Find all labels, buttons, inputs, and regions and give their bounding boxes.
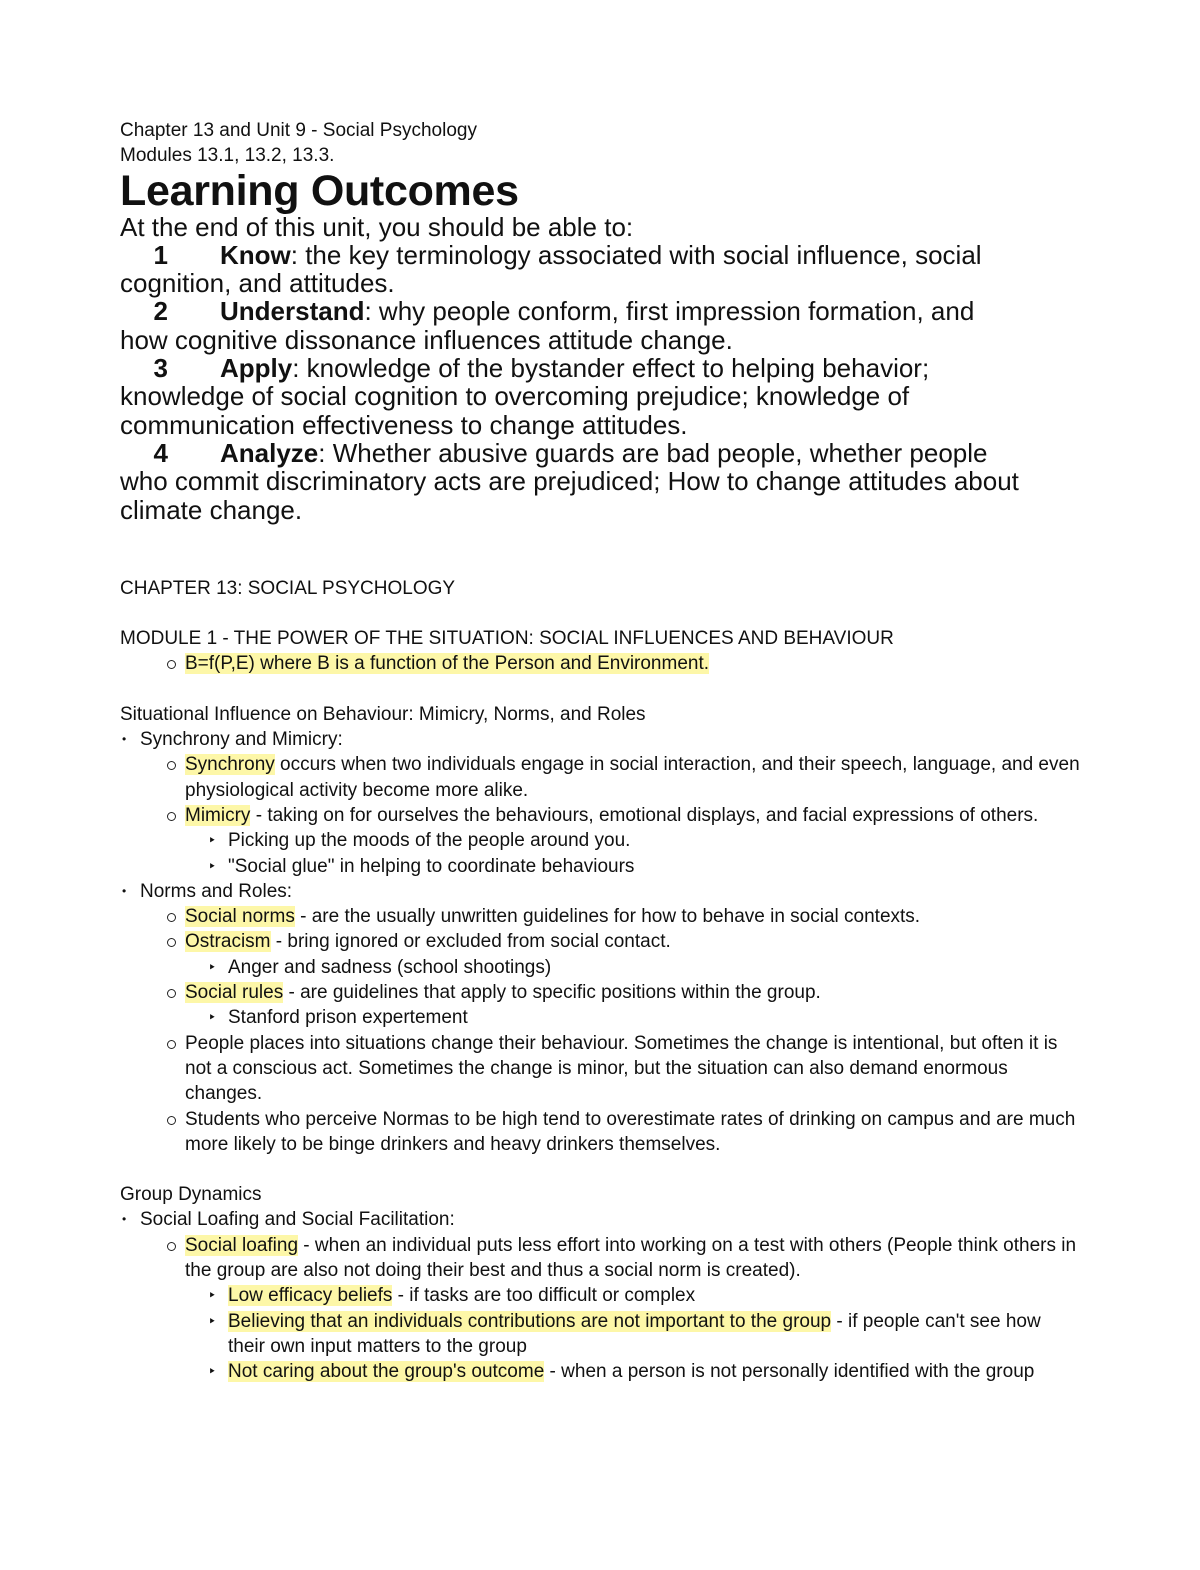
outcome-text-continued: how cognitive dissonance influences attitude change. — [120, 324, 733, 355]
outcomes-intro: At the end of this unit, you should be able to: — [120, 211, 634, 242]
list-item-synchrony — [120, 752, 1080, 803]
list-item-social-loafing — [120, 1233, 1080, 1284]
definition-text: - when an individual puts less effort into working on a test with others (People think others in the group are also not doing their best and thus a social norm is created). — [185, 1234, 1077, 1281]
definition-text: - if people can't see how their own input matters to the group — [228, 1310, 1041, 1357]
outcome-text-continued: who commit discriminatory acts are prejudiced; How to change attitudes about climate change. — [120, 466, 1019, 525]
learning-outcomes-title: Learning Outcomes — [120, 166, 519, 215]
list-item-mimicry — [120, 803, 1080, 828]
group-dynamics-heading: Group Dynamics — [120, 1184, 262, 1206]
outcome-number: 3 — [153, 353, 168, 384]
header-line-2: Modules 13.1, 13.2, 13.3. — [120, 145, 335, 167]
document-page — [120, 118, 1080, 1384]
outcome-item-3 — [120, 354, 1080, 439]
outcome-term: Apply — [220, 353, 293, 384]
definition-text: - when a person is not personally identified with the group — [544, 1361, 1035, 1383]
list-item: ‣ Stanford prison expertement — [120, 1005, 1080, 1030]
definition-text: - are the usually unwritten guidelines for how to behave in social contexts. — [294, 906, 921, 928]
term-highlight: Ostracism — [185, 931, 271, 953]
outcome-text: : the key terminology associated with social influence, social — [290, 239, 982, 270]
formula-highlight: B=f(P,E) where B is a function of the Person and Environment. — [185, 653, 710, 675]
module-1-heading: MODULE 1 - THE POWER OF THE SITUATION: SOCIAL INFLUENCES AND BEHAVIOUR — [120, 628, 894, 650]
list-item-social-rules — [120, 980, 1080, 1005]
list-item: ‣ Anger and sadness (school shootings) — [120, 955, 1080, 980]
list-item: ‣ "Social glue" in helping to coordinate behaviours — [120, 854, 1080, 879]
list-item: ‣ Picking up the moods of the people around you. — [120, 828, 1080, 853]
outcome-term: Understand — [220, 296, 365, 327]
list-item-group-outcome — [120, 1359, 1080, 1384]
outcome-text-continued: cognition, and attitudes. — [120, 268, 395, 299]
term-highlight: Not caring about the group's outcome — [228, 1361, 545, 1383]
outcome-item-4 — [120, 439, 1080, 524]
outcome-text: : knowledge of the bystander effect to helping behavior; — [292, 353, 930, 384]
list-item: • Norms and Roles: — [120, 879, 1080, 904]
list-item: People places into situations change their behaviour. Sometimes the change is intentional, but often it is not a conscious act. Sometimes the change is minor, but the situation can also demand enormous changes. — [120, 1031, 1080, 1107]
outcome-item-1 — [120, 241, 1080, 298]
outcome-number: 2 — [153, 296, 168, 327]
list-item: Students who perceive Normas to be high tend to overestimate rates of drinking on campus and are much more likely to be binge drinkers and heavy drinkers themselves. — [120, 1107, 1080, 1158]
outcome-text-continued: knowledge of social cognition to overcoming prejudice; knowledge of communication effectiveness to change attitudes. — [120, 381, 910, 440]
header-line-1: Chapter 13 and Unit 9 - Social Psychology — [120, 120, 477, 141]
definition-text: - taking on for ourselves the behaviours, emotional displays, and facial expressions of others. — [250, 804, 1039, 826]
term-highlight: Believing that an individuals contributions are not important to the group — [228, 1310, 832, 1332]
list-item-social-norms — [120, 904, 1080, 929]
term-highlight: Low efficacy beliefs — [228, 1285, 393, 1307]
outcome-item-2 — [120, 297, 1080, 354]
outcome-number: 4 — [153, 437, 168, 468]
term-highlight: Mimicry — [185, 804, 251, 826]
term-highlight: Social rules — [185, 982, 284, 1004]
definition-text: - bring ignored or excluded from social contact. — [270, 931, 671, 953]
outcome-term: Analyze — [220, 437, 319, 468]
situational-heading: Situational Influence on Behaviour: Mimicry, Norms, and Roles — [120, 703, 646, 725]
list-item-contributions — [120, 1309, 1080, 1360]
term-highlight: Social loafing — [185, 1234, 299, 1256]
list-item-ostracism — [120, 929, 1080, 954]
situational-list — [120, 727, 1080, 1157]
definition-text: occurs when two individuals engage in social interaction, and their speech, language, and even physiological activity become more alike. — [185, 754, 1080, 801]
outcome-text: : Whether abusive guards are bad people, whether people — [318, 437, 988, 468]
outcome-number: 1 — [153, 239, 168, 270]
term-highlight: Social norms — [185, 906, 295, 928]
term-highlight: Synchrony — [185, 754, 275, 776]
formula-item — [120, 651, 1080, 676]
group-dynamics-list — [120, 1207, 1080, 1384]
outcome-term: Know — [220, 239, 291, 270]
definition-text: - if tasks are too difficult or complex — [392, 1285, 696, 1307]
list-item-low-efficacy — [120, 1283, 1080, 1308]
chapter-heading: CHAPTER 13: SOCIAL PSYCHOLOGY — [120, 577, 456, 599]
list-item: • Synchrony and Mimicry: — [120, 727, 1080, 752]
list-item: • Social Loafing and Social Facilitation: — [120, 1207, 1080, 1232]
definition-text: - are guidelines that apply to specific positions within the group. — [283, 982, 821, 1004]
outcome-text: : why people conform, first impression formation, and — [364, 296, 975, 327]
